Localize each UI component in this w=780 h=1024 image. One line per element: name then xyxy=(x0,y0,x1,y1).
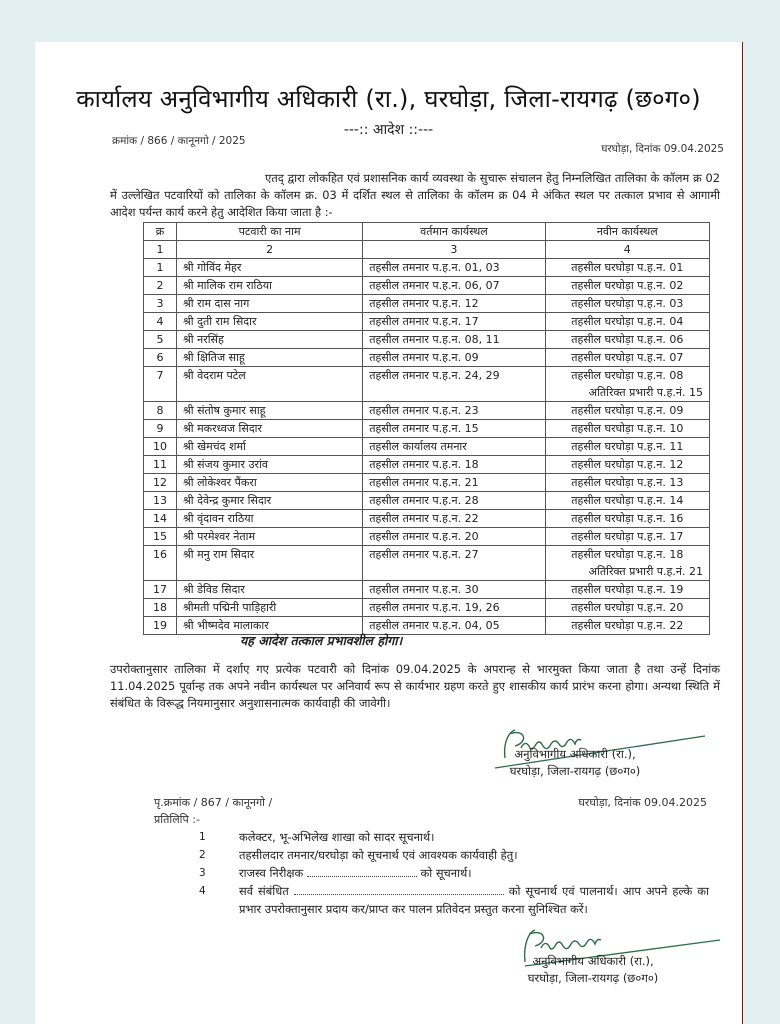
cell-current-posting-text: तहसील तमनार प.ह.न. 01, 03 xyxy=(369,261,500,274)
cell-current-posting-text: तहसील तमनार प.ह.न. 06, 07 xyxy=(369,279,500,292)
cell-new-posting xyxy=(545,367,709,402)
cell-name-text: श्री दुती राम सिदार xyxy=(182,315,257,328)
cell-new-posting-text: तहसील घरघोड़ा प.ह.न. 22 xyxy=(571,619,684,632)
table-row xyxy=(144,528,710,546)
table-row xyxy=(144,331,710,349)
cell-new-posting xyxy=(545,474,709,492)
intro-text: एतद् द्वारा लोकहित एवं प्रशासनिक कार्य व्यवस्था के सुचारू संचालन हेतु निम्नलिखित तालिका के कॉलम क्र 02 में उल्लेखित पटवारियों को तालिका के कॉलम क्र. 03 में दर्शित स्थल से तालिका के कॉलम क्र 04 मे अंकित स्थल पर तत्काल प्रभाव से आगामी आदेश पर्यन्त कार्य करने हेतु आदेशित किया जाता है :- xyxy=(110,171,720,219)
cell-new-posting-text: तहसील घरघोड़ा प.ह.न. 09 xyxy=(571,404,684,417)
cell-name xyxy=(176,349,362,367)
cell-name xyxy=(176,420,362,438)
cell-sn-text: 16 xyxy=(152,548,167,561)
cell-new-posting-text: तहसील घरघोड़ा प.ह.न. 14 xyxy=(571,494,684,507)
cell-new-posting-text: तहसील घरघोड़ा प.ह.न. 18 xyxy=(571,548,684,561)
cell-current-posting xyxy=(363,277,545,295)
colnum-4: 4 xyxy=(545,241,709,259)
signature-2-location: घरघोड़ा, जिला-रायगढ़ (छ०ग०) xyxy=(527,971,659,985)
additional-charge-text: अतिरिक्त प्रभारी प.ह.नं. 15 xyxy=(588,386,703,399)
cell-new-posting-text: तहसील घरघोड़ा प.ह.न. 16 xyxy=(571,512,684,525)
cell-sn xyxy=(144,259,177,277)
cell-current-posting-text: तहसील तमनार प.ह.न. 15 xyxy=(369,422,479,435)
cell-new-posting xyxy=(545,259,709,277)
cell-sn-text: 4 xyxy=(156,315,164,328)
cell-sn xyxy=(144,528,177,546)
cell-current-posting-text: तहसील तमनार प.ह.न. 08, 11 xyxy=(369,333,500,346)
signature-2-designation: अनुविभागीय अधिकारी (रा.), xyxy=(532,954,654,968)
cell-name-text: श्री संतोष कुमार साहू xyxy=(182,404,266,417)
cell-name xyxy=(176,313,362,331)
cell-sn xyxy=(144,510,177,528)
cell-current-posting-text: तहसील तमनार प.ह.न. 21 xyxy=(369,476,479,489)
cell-current-posting-text: तहसील तमनार प.ह.न. 24, 29 xyxy=(369,369,500,382)
cell-sn xyxy=(144,599,177,617)
table-header-row xyxy=(144,223,710,241)
cell-name xyxy=(176,438,362,456)
cell-current-posting-text: तहसील तमनार प.ह.न. 22 xyxy=(369,512,479,525)
cell-new-posting xyxy=(545,402,709,420)
cell-new-posting xyxy=(545,277,709,295)
cell-name-text: श्री नरसिंह xyxy=(182,333,224,346)
cell-current-posting xyxy=(363,456,545,474)
cell-name-text: श्री खेमचंद शर्मा xyxy=(182,440,246,453)
cell-current-posting-text: तहसील तमनार प.ह.न. 17 xyxy=(369,315,479,328)
cell-new-posting xyxy=(545,599,709,617)
cell-name xyxy=(176,510,362,528)
signature-1-designation: अनुविभागीय अधिकारी (रा.), xyxy=(514,747,636,761)
cell-new-posting xyxy=(545,617,709,635)
cell-new-posting-text: तहसील घरघोड़ा प.ह.न. 08 xyxy=(571,369,684,382)
cell-current-posting-text: तहसील तमनार प.ह.न. 04, 05 xyxy=(369,619,500,632)
colnum-1: 1 xyxy=(144,241,177,259)
cell-sn-text: 8 xyxy=(156,404,164,417)
cell-current-posting-text: तहसील तमनार प.ह.न. 28 xyxy=(369,494,479,507)
copy-item-number: 3 xyxy=(199,867,206,879)
cell-sn-text: 3 xyxy=(156,297,164,310)
header-name: पटवारी का नाम xyxy=(176,223,362,241)
cell-name-text: श्री मकरध्वज सिदार xyxy=(182,422,263,435)
table-row xyxy=(144,456,710,474)
cell-current-posting-text: तहसील तमनार प.ह.न. 09 xyxy=(369,351,479,364)
cell-sn xyxy=(144,367,177,402)
table-row xyxy=(144,510,710,528)
signature-1-location: घरघोड़ा, जिला-रायगढ़ (छ०ग०) xyxy=(509,764,641,778)
cell-sn xyxy=(144,617,177,635)
copy-place-date: घरघोड़ा, दिनांक 09.04.2025 xyxy=(578,796,707,809)
cell-new-posting-text: तहसील घरघोड़ा प.ह.न. 19 xyxy=(571,583,684,596)
endorsement-number: पृ.क्रमांक / 867 / कानूनगो / xyxy=(154,796,273,809)
cell-new-posting xyxy=(545,492,709,510)
cell-new-posting-text: तहसील घरघोड़ा प.ह.न. 11 xyxy=(571,440,684,453)
header-new: नवीन कार्यस्थल xyxy=(545,223,709,241)
cell-sn xyxy=(144,313,177,331)
cell-current-posting-text: तहसील तमनार प.ह.न. 27 xyxy=(369,548,479,561)
cell-sn-text: 5 xyxy=(156,333,164,346)
cell-name-text: श्री लोकेश्वर पैंकरा xyxy=(182,476,257,489)
cell-current-posting xyxy=(363,420,545,438)
copy-item-number: 2 xyxy=(199,849,206,861)
cell-sn-text: 6 xyxy=(156,351,164,364)
cell-new-posting xyxy=(545,349,709,367)
cell-sn xyxy=(144,581,177,599)
cell-sn-text: 15 xyxy=(152,530,167,543)
cell-current-posting xyxy=(363,259,545,277)
cell-current-posting-text: तहसील तमनार प.ह.न. 18 xyxy=(369,458,479,471)
copy-item xyxy=(199,882,709,918)
cell-name xyxy=(176,331,362,349)
cell-sn-text: 19 xyxy=(152,619,167,632)
cell-new-posting xyxy=(545,420,709,438)
cell-sn xyxy=(144,492,177,510)
cell-sn-text: 18 xyxy=(152,601,167,614)
cell-new-posting xyxy=(545,438,709,456)
transfer-table xyxy=(143,222,710,635)
cell-name-text: श्री वृंदावन राठिया xyxy=(182,512,254,525)
cell-new-posting-text: तहसील घरघोड़ा प.ह.न. 03 xyxy=(571,297,684,310)
cell-current-posting xyxy=(363,474,545,492)
cell-new-posting-text: तहसील घरघोड़ा प.ह.न. 04 xyxy=(571,315,684,328)
cell-current-posting-text: तहसील तमनार प.ह.न. 19, 26 xyxy=(369,601,500,614)
cell-name xyxy=(176,456,362,474)
cell-new-posting xyxy=(545,510,709,528)
cell-current-posting xyxy=(363,581,545,599)
order-heading: ---:: आदेश ::--- xyxy=(343,122,434,138)
cell-current-posting-text: तहसील तमनार प.ह.न. 12 xyxy=(369,297,479,310)
cell-new-posting-text: तहसील घरघोड़ा प.ह.न. 13 xyxy=(571,476,684,489)
table-row xyxy=(144,420,710,438)
cell-sn-text: 14 xyxy=(152,512,167,525)
cell-new-posting xyxy=(545,295,709,313)
cell-new-posting-text: तहसील घरघोड़ा प.ह.न. 17 xyxy=(571,530,684,543)
colnum-3: 3 xyxy=(363,241,545,259)
cell-new-posting xyxy=(545,456,709,474)
cell-name xyxy=(176,367,362,402)
cell-sn xyxy=(144,420,177,438)
cell-new-posting-text: तहसील घरघोड़ा प.ह.न. 06 xyxy=(571,333,684,346)
cell-new-posting-text: तहसील घरघोड़ा प.ह.न. 07 xyxy=(571,351,684,364)
copy-item-text: कलेक्टर, भू-अभिलेख शाखा को सादर सूचनार्थ। xyxy=(239,830,435,844)
cell-new-posting xyxy=(545,528,709,546)
copy-item-text-before: राजस्व निरीक्षक xyxy=(239,866,304,880)
colnum-2: 2 xyxy=(176,241,362,259)
cell-name-text: श्री भीष्मदेव मालाकार xyxy=(182,619,269,632)
cell-current-posting-text: तहसील तमनार प.ह.न. 30 xyxy=(369,583,479,596)
copy-item xyxy=(199,828,709,846)
table-row xyxy=(144,617,710,635)
blank-fill-line xyxy=(307,866,417,877)
cell-current-posting xyxy=(363,492,545,510)
cell-new-posting-text: तहसील घरघोड़ा प.ह.न. 10 xyxy=(571,422,684,435)
relieving-paragraph: उपरोक्तानुसार तालिका में दर्शाए गए प्रत्येक पटवारी को दिनांक 09.04.2025 के अपरान्ह से भारमुक्त किया जाता है तथा उन्हें दिनांक 11.04.2025 पूर्वान्ह तक अपने नवीन कार्यस्थल पर अनिवार्य रूप से कार्यभार ग्रहण करते हुए शासकीय कार्य प्रारंभ करना होगा। अन्यथा स्थिति में संबंधित के विरूद्ध नियमानुसार अनुशासनात्मक कार्यवाही की जावेगी। xyxy=(110,662,720,710)
cell-sn-text: 11 xyxy=(152,458,167,471)
copy-item-text-after: को सूचनार्थ। xyxy=(420,866,472,880)
additional-charge-text: अतिरिक्त प्रभारी प.ह.नं. 21 xyxy=(588,565,703,578)
table-column-number-row xyxy=(144,241,710,259)
blank-fill-line xyxy=(294,884,504,895)
cell-sn xyxy=(144,438,177,456)
cell-new-posting xyxy=(545,331,709,349)
cell-sn xyxy=(144,456,177,474)
cell-name xyxy=(176,599,362,617)
table-row xyxy=(144,599,710,617)
order-place-date: घरघोड़ा, दिनांक 09.04.2025 xyxy=(601,143,724,155)
copy-item-text: तहसीलदार तमनार/घरघोड़ा को सूचनार्थ एवं आवश्यक कार्यवाही हेतु। xyxy=(239,848,518,862)
copy-heading: प्रतिलिपि :- xyxy=(154,813,200,826)
table-row xyxy=(144,277,710,295)
cell-current-posting xyxy=(363,349,545,367)
cell-current-posting xyxy=(363,438,545,456)
copy-item-number: 4 xyxy=(199,885,206,897)
cell-sn-text: 12 xyxy=(152,476,167,489)
cell-current-posting xyxy=(363,546,545,581)
cell-new-posting-text: तहसील घरघोड़ा प.ह.न. 02 xyxy=(571,279,684,292)
header-sn: क्र xyxy=(144,223,177,241)
table-row xyxy=(144,259,710,277)
cell-new-posting-text: तहसील घरघोड़ा प.ह.न. 12 xyxy=(571,458,684,471)
cell-new-posting-text: तहसील घरघोड़ा प.ह.न. 01 xyxy=(571,261,684,274)
cell-name xyxy=(176,474,362,492)
cell-name-text: श्री देवेन्द्र कुमार सिदार xyxy=(182,494,272,507)
table-row xyxy=(144,402,710,420)
table-row xyxy=(144,295,710,313)
cell-new-posting-text: तहसील घरघोड़ा प.ह.न. 20 xyxy=(571,601,684,614)
cell-name-text: श्री क्षितिज साहू xyxy=(182,351,245,364)
cell-sn xyxy=(144,331,177,349)
cell-current-posting-text: तहसील कार्यालय तमनार xyxy=(369,440,467,453)
cell-current-posting xyxy=(363,295,545,313)
intro-paragraph xyxy=(110,170,720,221)
header-current: वर्तमान कार्यस्थल xyxy=(363,223,545,241)
document-page xyxy=(35,42,742,1024)
cell-name-text: श्री मालिक राम राठिया xyxy=(182,279,273,292)
cell-name-text: श्री वेदराम पटेल xyxy=(182,369,246,382)
cell-sn-text: 7 xyxy=(156,369,164,382)
cell-name-text: श्री गोविंद मेहर xyxy=(182,261,242,274)
cell-name xyxy=(176,546,362,581)
cell-current-posting xyxy=(363,313,545,331)
cell-current-posting xyxy=(363,402,545,420)
cell-new-posting xyxy=(545,313,709,331)
cell-sn xyxy=(144,295,177,313)
cell-name xyxy=(176,259,362,277)
copy-item xyxy=(199,846,709,864)
table-row xyxy=(144,349,710,367)
copy-item-text xyxy=(239,864,709,882)
office-title: कार्यालय अनुविभागीय अधिकारी (रा.), घरघोड़ा, जिला-रायगढ़ (छ०ग०) xyxy=(76,85,701,113)
cell-current-posting xyxy=(363,331,545,349)
cell-sn-text: 13 xyxy=(152,494,167,507)
copy-item xyxy=(199,864,709,882)
copy-item-text-after: को सूचनार्थ एवं पालनार्थ। आप अपने हल्के का प्रभार उपरोक्तानुसार प्रदाय कर/प्राप्त कर पालन प्रतिवेदन प्रस्तुत करना सुनिश्चित करें। xyxy=(239,884,709,916)
cell-new-posting xyxy=(545,581,709,599)
cell-sn xyxy=(144,349,177,367)
copy-item-text-before: सर्व संबंधित xyxy=(239,884,289,898)
cell-new-posting xyxy=(545,546,709,581)
cell-name-text: श्री डेविड सिदार xyxy=(182,583,245,596)
cell-name-text: श्री परमेश्वर नेताम xyxy=(182,530,256,543)
cell-name-text: श्री राम दास नाग xyxy=(182,297,250,310)
cell-name xyxy=(176,581,362,599)
cell-sn-text: 2 xyxy=(156,279,164,292)
table-row xyxy=(144,367,710,402)
table-row xyxy=(144,546,710,581)
cell-sn-text: 1 xyxy=(156,261,164,274)
cell-name xyxy=(176,295,362,313)
cell-name xyxy=(176,277,362,295)
cell-current-posting xyxy=(363,510,545,528)
cell-sn xyxy=(144,277,177,295)
cell-name-text: श्रीमती पद्मिनी पाड़िहारी xyxy=(182,601,277,614)
cell-name-text: श्री मनु राम सिदार xyxy=(182,548,255,561)
cell-sn xyxy=(144,474,177,492)
cell-name-text: श्री संजय कुमार उरांव xyxy=(182,458,268,471)
cell-name xyxy=(176,492,362,510)
cell-current-posting-text: तहसील तमनार प.ह.न. 23 xyxy=(369,404,479,417)
copy-item-number: 1 xyxy=(199,831,206,843)
cell-sn-text: 17 xyxy=(152,583,167,596)
table-row xyxy=(144,313,710,331)
cell-sn-text: 9 xyxy=(156,422,164,435)
cell-sn-text: 10 xyxy=(152,440,167,453)
cell-current-posting xyxy=(363,599,545,617)
cell-name xyxy=(176,402,362,420)
table-row xyxy=(144,492,710,510)
order-number: क्रमांक / 866 / कानूनगो / 2025 xyxy=(112,135,246,147)
copy-item-text xyxy=(239,882,709,918)
table-row xyxy=(144,438,710,456)
table-row xyxy=(144,474,710,492)
effective-note: यह आदेश तत्काल प्रभावशील होगा। xyxy=(240,633,403,648)
copy-list xyxy=(199,828,709,918)
cell-sn xyxy=(144,546,177,581)
table-row xyxy=(144,581,710,599)
cell-name xyxy=(176,528,362,546)
cell-current-posting xyxy=(363,367,545,402)
cell-current-posting xyxy=(363,528,545,546)
cell-sn xyxy=(144,402,177,420)
cell-current-posting-text: तहसील तमनार प.ह.न. 20 xyxy=(369,530,479,543)
